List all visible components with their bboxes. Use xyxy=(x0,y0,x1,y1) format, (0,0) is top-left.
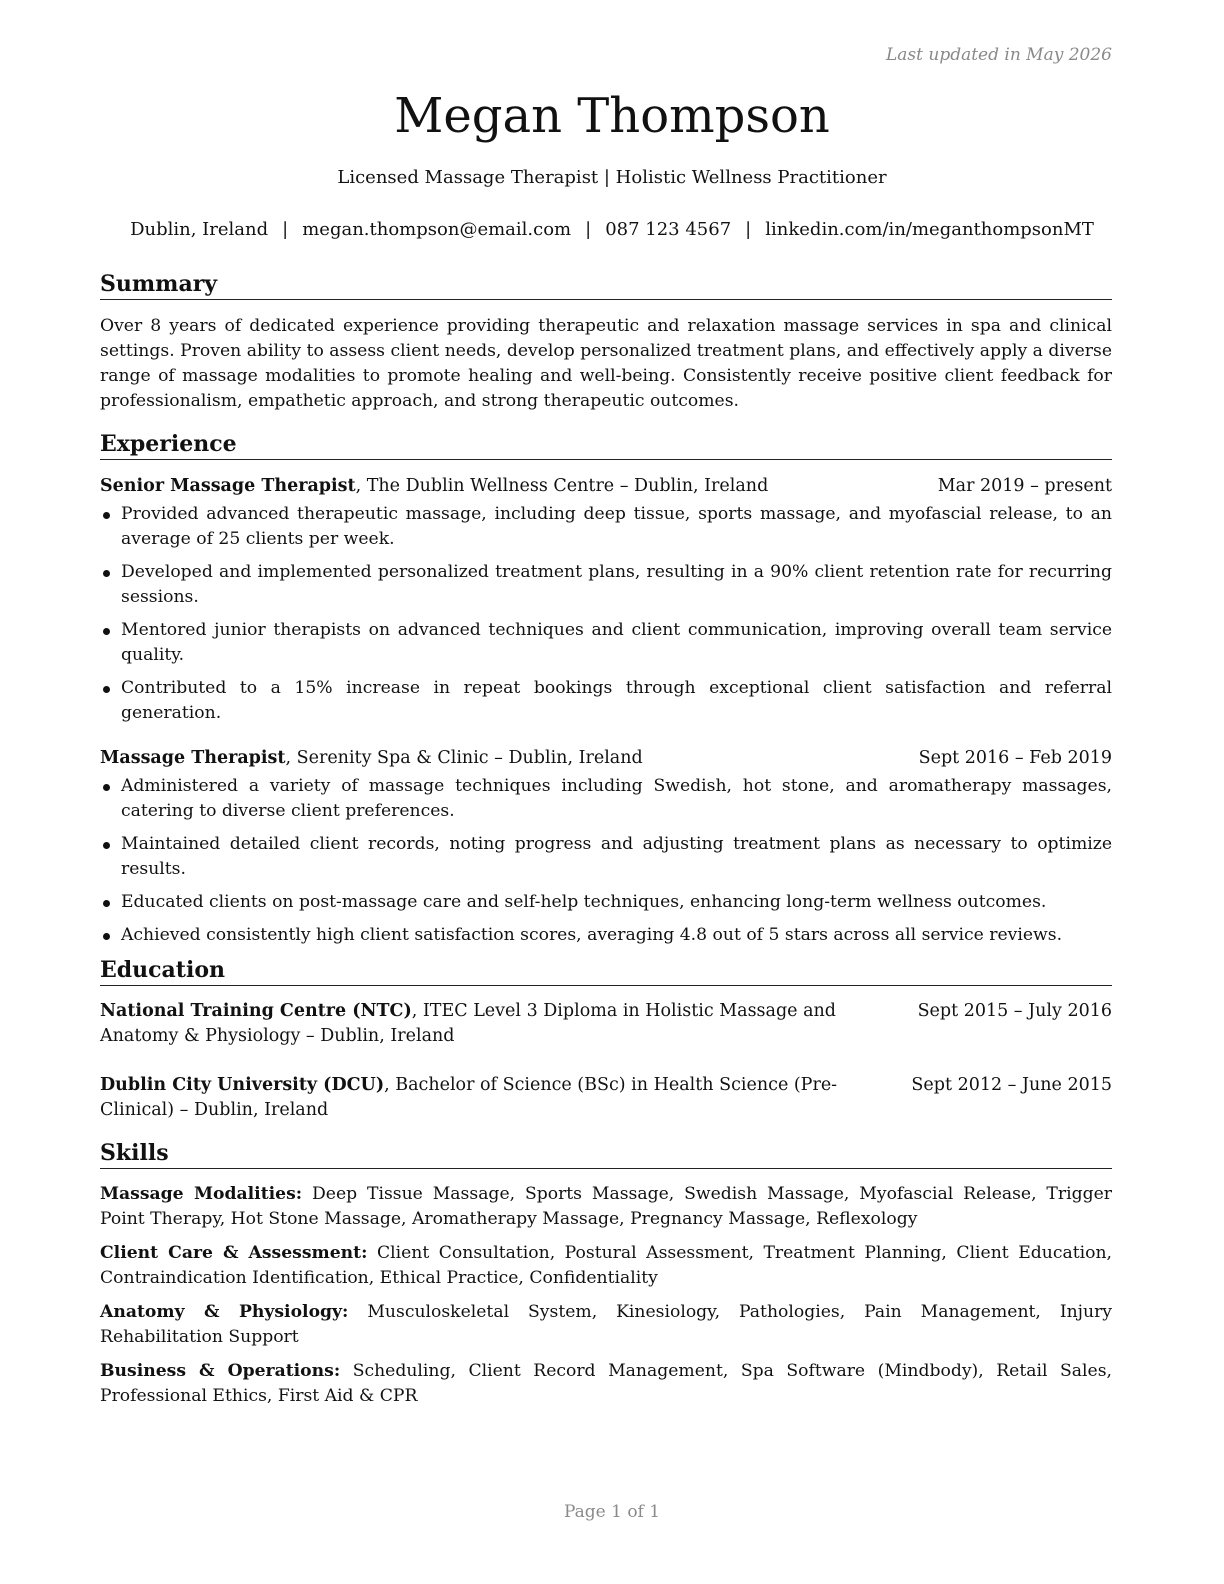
skill-group xyxy=(100,1300,1112,1350)
contact-phone: 087 123 4567 xyxy=(605,219,732,240)
page-number: Page 1 of 1 xyxy=(563,1502,661,1522)
job-header xyxy=(100,474,1112,499)
education-dates: Sept 2015 – July 2016 xyxy=(917,1001,1112,1021)
skill-label: Anatomy & Physiology: xyxy=(100,1302,349,1322)
job-bullet: Achieved consistently high client satisfaction scores, averaging 4.8 out of 5 stars across all service reviews. xyxy=(100,923,1112,948)
job-bullets xyxy=(100,774,1112,948)
education-entry xyxy=(100,999,1112,1049)
last-updated: Last updated in May 2026 xyxy=(885,45,1112,65)
job-role: Massage Therapist xyxy=(100,748,286,768)
skill-group xyxy=(100,1241,1112,1291)
contact-separator: | xyxy=(745,219,752,240)
contact-line xyxy=(0,219,1224,240)
summary-section xyxy=(100,270,1112,414)
job-org: , The Dublin Wellness Centre – Dublin, Ireland xyxy=(355,476,769,496)
skill-group xyxy=(100,1182,1112,1232)
headline: Licensed Massage Therapist | Holistic Wellness Practitioner xyxy=(337,167,887,188)
education-title: Education xyxy=(100,956,1112,986)
job-title-line xyxy=(100,474,918,499)
job-bullet: Developed and implemented personalized treatment plans, resulting in a 90% client retention rate for recurring sessions. xyxy=(100,560,1112,610)
job-bullets xyxy=(100,502,1112,726)
skill-label: Massage Modalities: xyxy=(100,1184,303,1204)
candidate-name: Megan Thompson xyxy=(394,88,830,144)
skill-label: Business & Operations: xyxy=(100,1361,341,1381)
job-header xyxy=(100,746,1112,771)
skill-text: Musculoskeletal System, Kinesiology, Pathologies, Pain Management, Injury Rehabilitation Support xyxy=(100,1302,1112,1347)
education-school: Dublin City University (DCU) xyxy=(100,1075,385,1095)
skills-section xyxy=(100,1139,1112,1409)
job-bullet: Contributed to a 15% increase in repeat bookings through exceptional client satisfaction and referral generation. xyxy=(100,676,1112,726)
job-entry xyxy=(100,746,1112,948)
education-dates: Sept 2012 – June 2015 xyxy=(911,1075,1112,1095)
job-role: Senior Massage Therapist xyxy=(100,476,356,496)
contact-separator: | xyxy=(585,219,592,240)
education-school: National Training Centre (NTC) xyxy=(100,1001,412,1021)
skill-text: Deep Tissue Massage, Sports Massage, Swedish Massage, Myofascial Release, Trigger Point Therapy, Hot Stone Massage, Aromatherapy Massage, Pregnancy Massage, Reflexology xyxy=(100,1184,1113,1229)
experience-section xyxy=(100,430,1112,948)
job-dates: Mar 2019 – present xyxy=(937,476,1112,496)
contact-location: Dublin, Ireland xyxy=(130,219,269,240)
job-bullet: Administered a variety of massage techniques including Swedish, hot stone, and aromatherapy massages, catering to diverse client preferences. xyxy=(100,774,1112,824)
resume-content xyxy=(100,270,1112,1418)
experience-title: Experience xyxy=(100,430,1112,460)
education-line xyxy=(100,999,898,1049)
skill-label: Client Care & Assessment: xyxy=(100,1243,368,1263)
education-detail: , Bachelor of Science (BSc) in Health Science (Pre-Clinical) – Dublin, Ireland xyxy=(100,1075,838,1120)
contact-email[interactable]: megan.thompson@email.com xyxy=(302,219,572,240)
job-bullet: Provided advanced therapeutic massage, including deep tissue, sports massage, and myofascial release, to an average of 25 clients per week. xyxy=(100,502,1112,552)
job-org: , Serenity Spa & Clinic – Dublin, Ireland xyxy=(285,748,643,768)
summary-text: Over 8 years of dedicated experience providing therapeutic and relaxation massage services in spa and clinical settings. Proven ability to assess client needs, develop personalized treatment plans, and effectively apply a diverse range of massage modalities to promote healing and well-being. Consistently receive positive client feedback for professionalism, empathetic approach, and strong therapeutic outcomes. xyxy=(100,316,1112,411)
job-bullet: Maintained detailed client records, noting progress and adjusting treatment plans as necessary to optimize results. xyxy=(100,832,1112,882)
job-entry xyxy=(100,474,1112,726)
skill-text: Scheduling, Client Record Management, Spa Software (Mindbody), Retail Sales, Professional Ethics, First Aid & CPR xyxy=(100,1361,1112,1406)
skills-title: Skills xyxy=(100,1139,1112,1169)
education-line xyxy=(100,1073,891,1123)
job-bullet: Mentored junior therapists on advanced techniques and client communication, improving overall team service quality. xyxy=(100,618,1112,668)
contact-linkedin[interactable]: linkedin.com/in/meganthompsonMT xyxy=(765,219,1094,240)
skill-group xyxy=(100,1359,1112,1409)
job-bullet: Educated clients on post-massage care and self-help techniques, enhancing long-term wellness outcomes. xyxy=(100,890,1112,915)
skill-text: Client Consultation, Postural Assessment, Treatment Planning, Client Education, Contraindication Identification, Ethical Practice, Confidentiality xyxy=(100,1243,1112,1288)
contact-separator: | xyxy=(282,219,289,240)
job-dates: Sept 2016 – Feb 2019 xyxy=(918,748,1112,768)
education-section xyxy=(100,956,1112,1123)
job-title-line xyxy=(100,746,899,771)
education-entry xyxy=(100,1073,1112,1123)
summary-title: Summary xyxy=(100,270,1112,300)
education-detail: , ITEC Level 3 Diploma in Holistic Massage and Anatomy & Physiology – Dublin, Ireland xyxy=(100,1001,836,1046)
skills-list xyxy=(100,1182,1112,1409)
